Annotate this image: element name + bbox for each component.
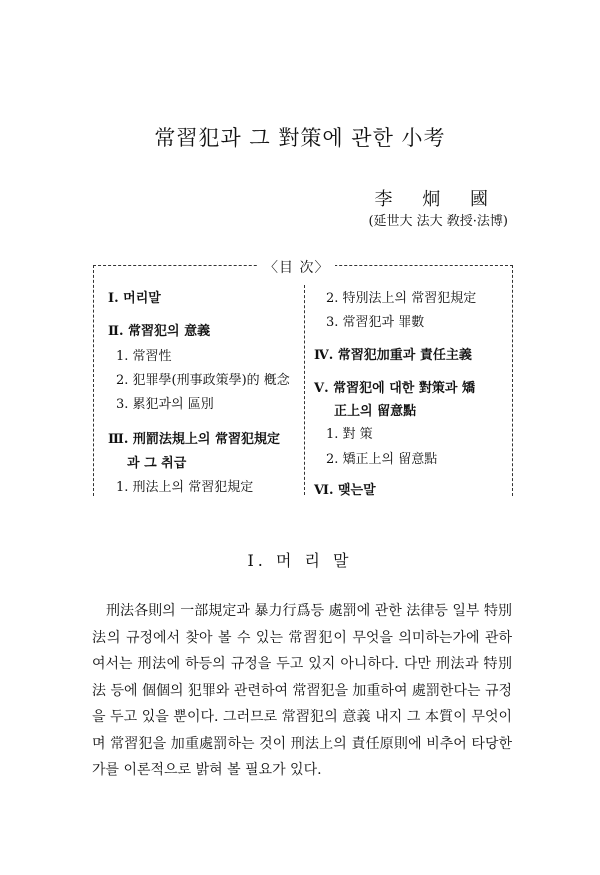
author-name: 李 炯 國 [374,189,500,210]
paper-title: 常習犯과 그 對策에 관한 小考 [154,126,446,150]
toc-item: Ⅰ. 머리말 [108,291,161,306]
author-affiliation: (延世大 法大 敎授·法博) [368,214,508,229]
toc-item: 3. 常習犯과 罪數 [326,315,425,330]
toc-item: 1. 刑法上의 常習犯規定 [116,480,254,495]
toc-divider [304,285,305,495]
toc-item: 과 그 취급 [127,456,187,471]
toc-item: 2. 犯罪學(刑事政策學)的 槪念 [116,373,290,388]
toc-item: Ⅲ. 刑罰法規上의 常習犯規定 [108,432,280,447]
toc-item: Ⅵ. 맺는말 [314,483,376,498]
toc-item: Ⅱ. 常習犯의 意義 [108,324,211,339]
toc-item: 2. 矯正上의 留意點 [326,452,438,467]
toc-item: 正上의 留意點 [334,404,417,419]
body-paragraph: 刑法各則의 一部規定과 暴力行爲등 處罰에 관한 法律등 일부 特別法의 규정에서 찾아 볼 수 있는 常習犯이 무엇을 의미하는가에 관하여서는 刑法에 하등의 규정을 두고 있지 아니하다. 다만 刑法과 特別法 등에 個個의 犯罪와 관련하여 常習犯을 加重하여 處罰한다는 규정을 두고 있을 뿐이다. 그러므로 常習犯의 意義 내지 그 本質이 무엇이며 常習犯을 加重處罰하는 것이 刑法上의 責任原則에 비추어 타당한가를 이론적으로 밝혀 볼 필요가 있다. [92,603,512,778]
toc-label: 〈目 次〉 [258,257,335,277]
toc-item: 3. 累犯과의 區別 [116,397,214,412]
toc-item: Ⅴ. 常習犯에 대한 對策과 矯 [314,381,475,396]
toc-item: 2. 特別法上의 常習犯規定 [326,291,477,306]
toc-item: Ⅳ. 常習犯加重과 責任主義 [314,348,472,363]
toc-item: 1. 常習性 [116,349,172,364]
section-heading: Ⅰ. 머 리 말 [247,551,353,570]
toc-item: 1. 對 策 [326,427,373,442]
